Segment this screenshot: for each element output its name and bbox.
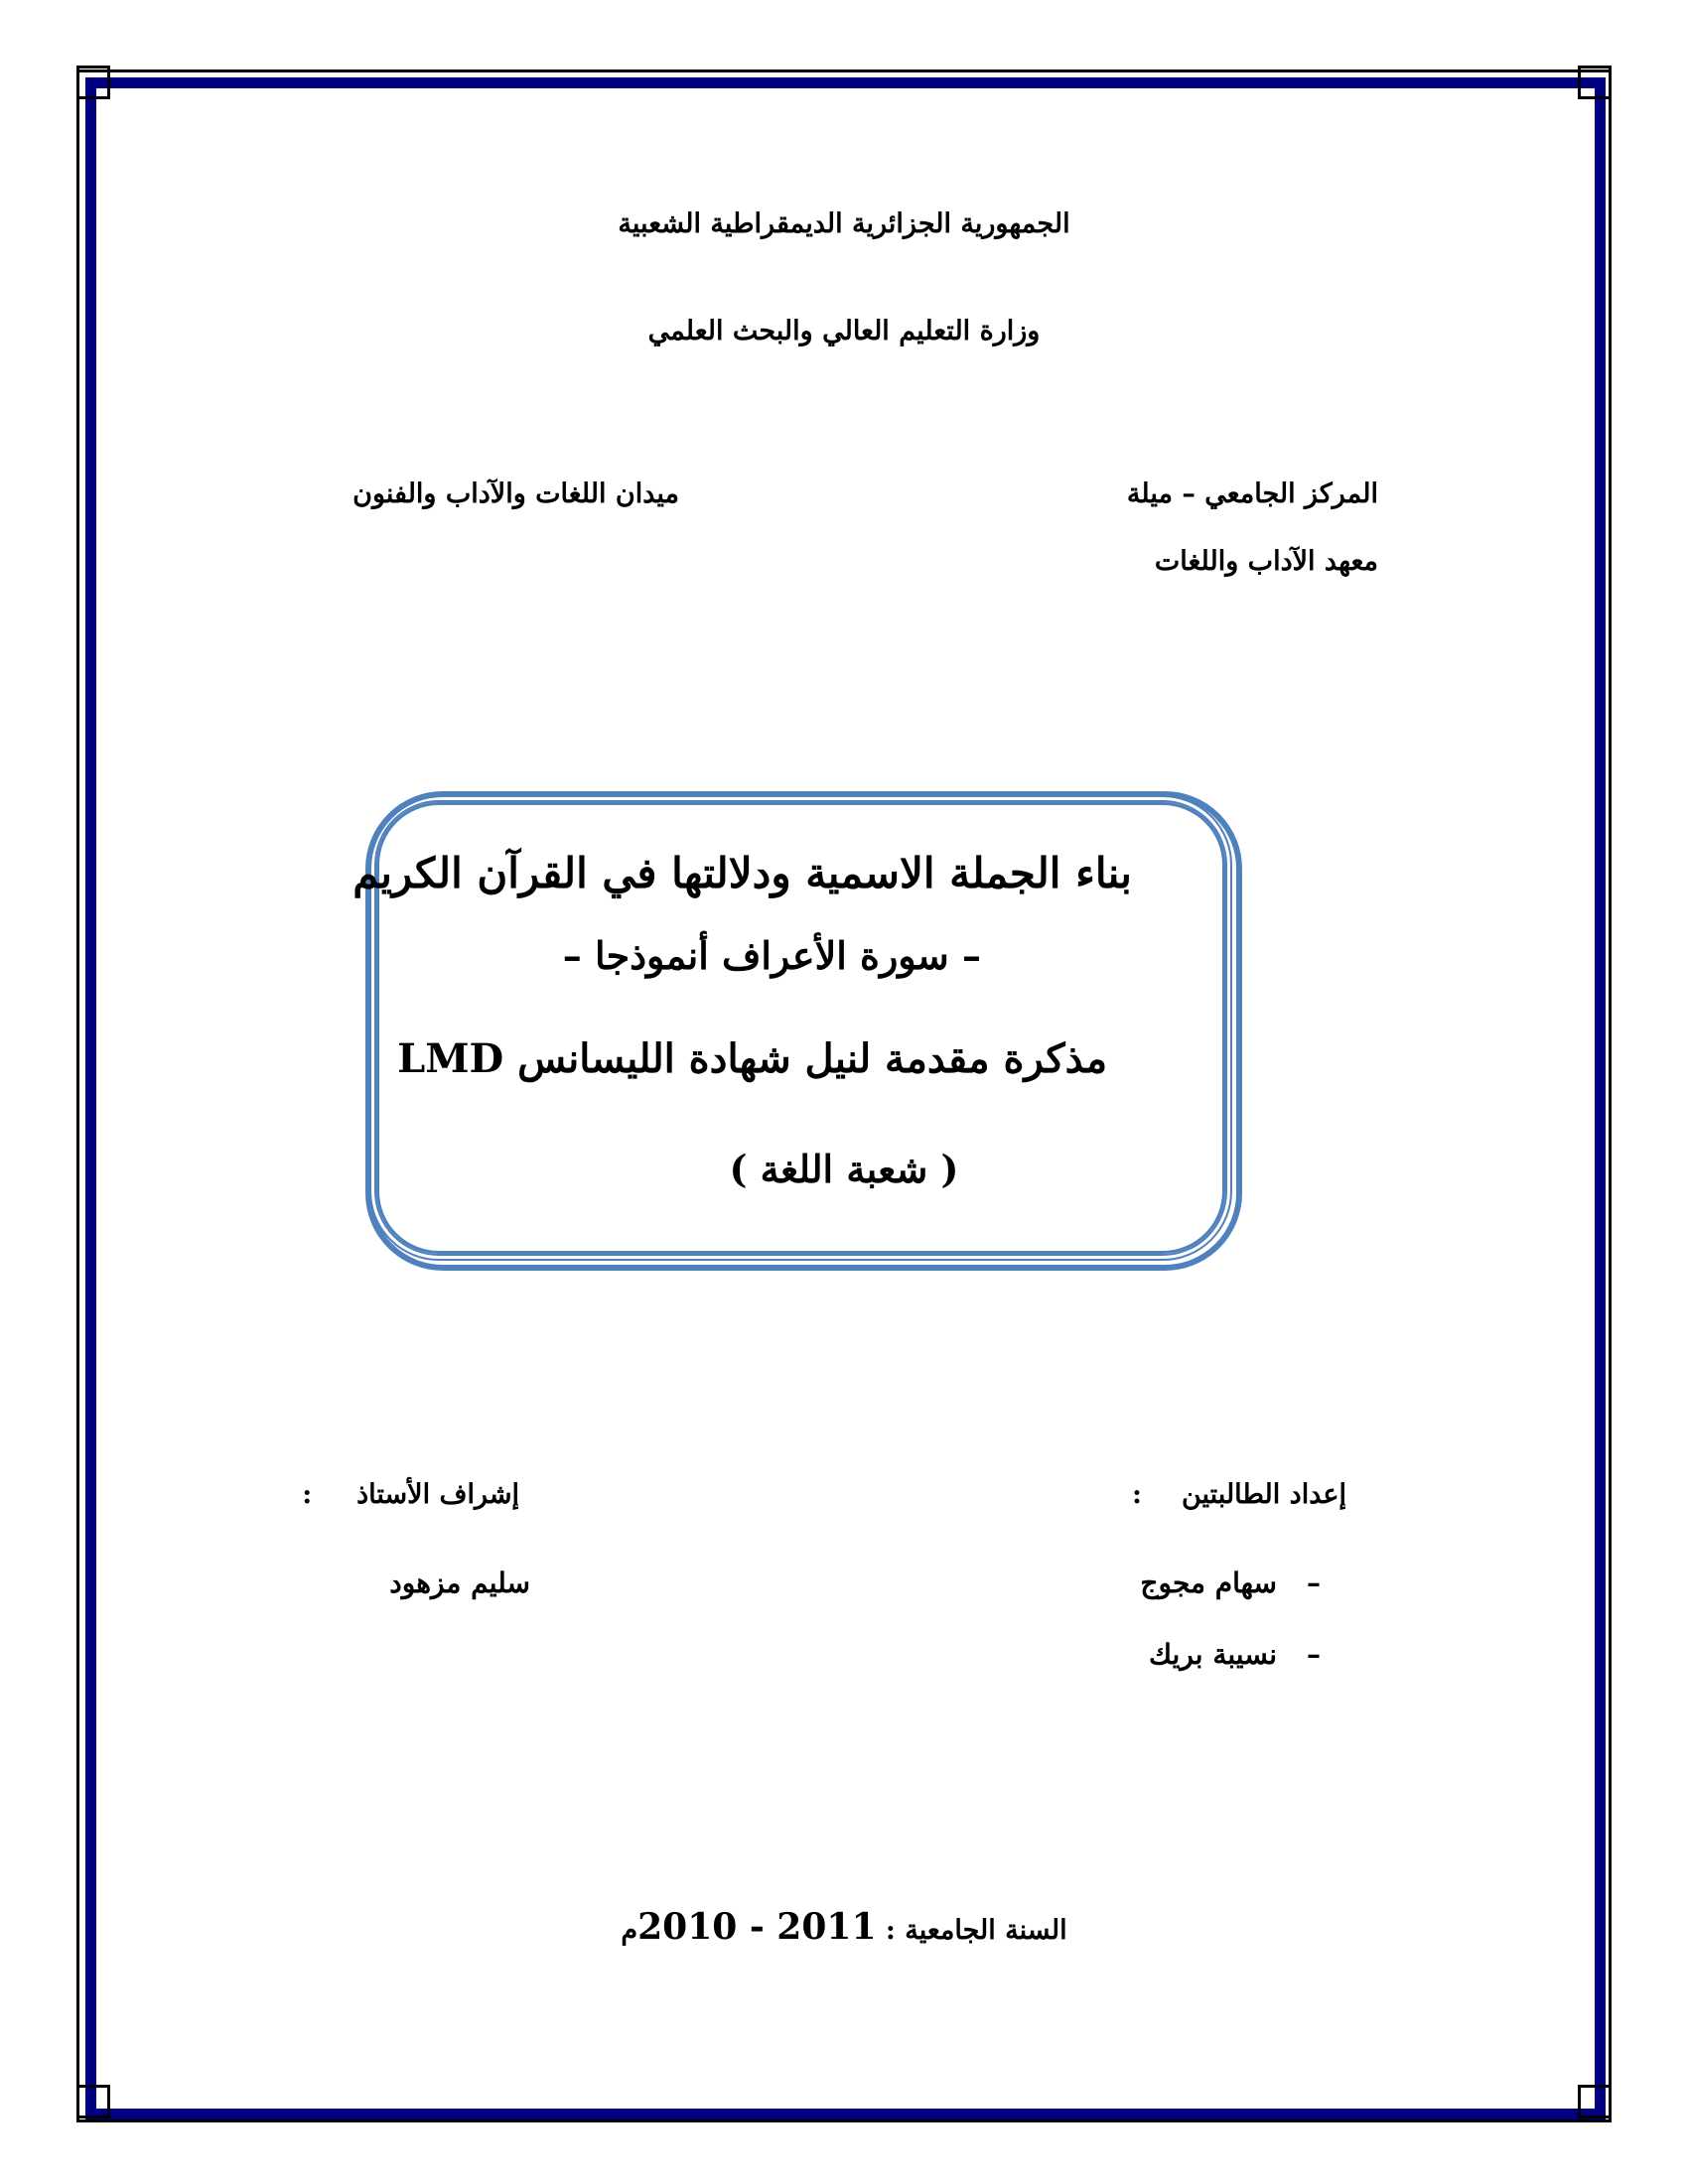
supervisor-name: سليم مزهود [389,1567,530,1599]
thesis-subtitle: – سورة الأعراف أنموذجا – [562,933,981,978]
supervisor-label: إشراف الأستاذ: [302,1479,519,1510]
degree-line: مذكرة مقدمة لنيل شهادة الليسانس LMD [397,1035,1107,1082]
academic-year: السنة الجامعية : 2010 - 2011م [621,1906,1067,1948]
ministry-heading: وزارة التعليم العالي والبحث العلمي [647,316,1041,346]
university-center: المركز الجامعي – ميلة [1126,478,1378,509]
thesis-title: بناء الجملة الاسمية ودلالتها في القرآن الكريم [352,849,1132,897]
border-corner [1578,2085,1612,2118]
branch-line: ( شعبة اللغة ) [729,1147,959,1191]
republic-heading: الجمهورية الجزائرية الديمقراطية الشعبية [618,208,1070,239]
field-name: ميدان اللغات والآداب والفنون [352,478,679,509]
border-corner [76,66,110,99]
border-corner [1578,66,1612,99]
border-corner [76,2085,110,2118]
student-2: –نسيبة بريك [1148,1638,1321,1671]
student-1: –سهام مجوج [1140,1567,1321,1599]
institute-name: معهد الآداب واللغات [1154,546,1378,577]
students-label: إعداد الطالبتين: [1131,1479,1346,1510]
